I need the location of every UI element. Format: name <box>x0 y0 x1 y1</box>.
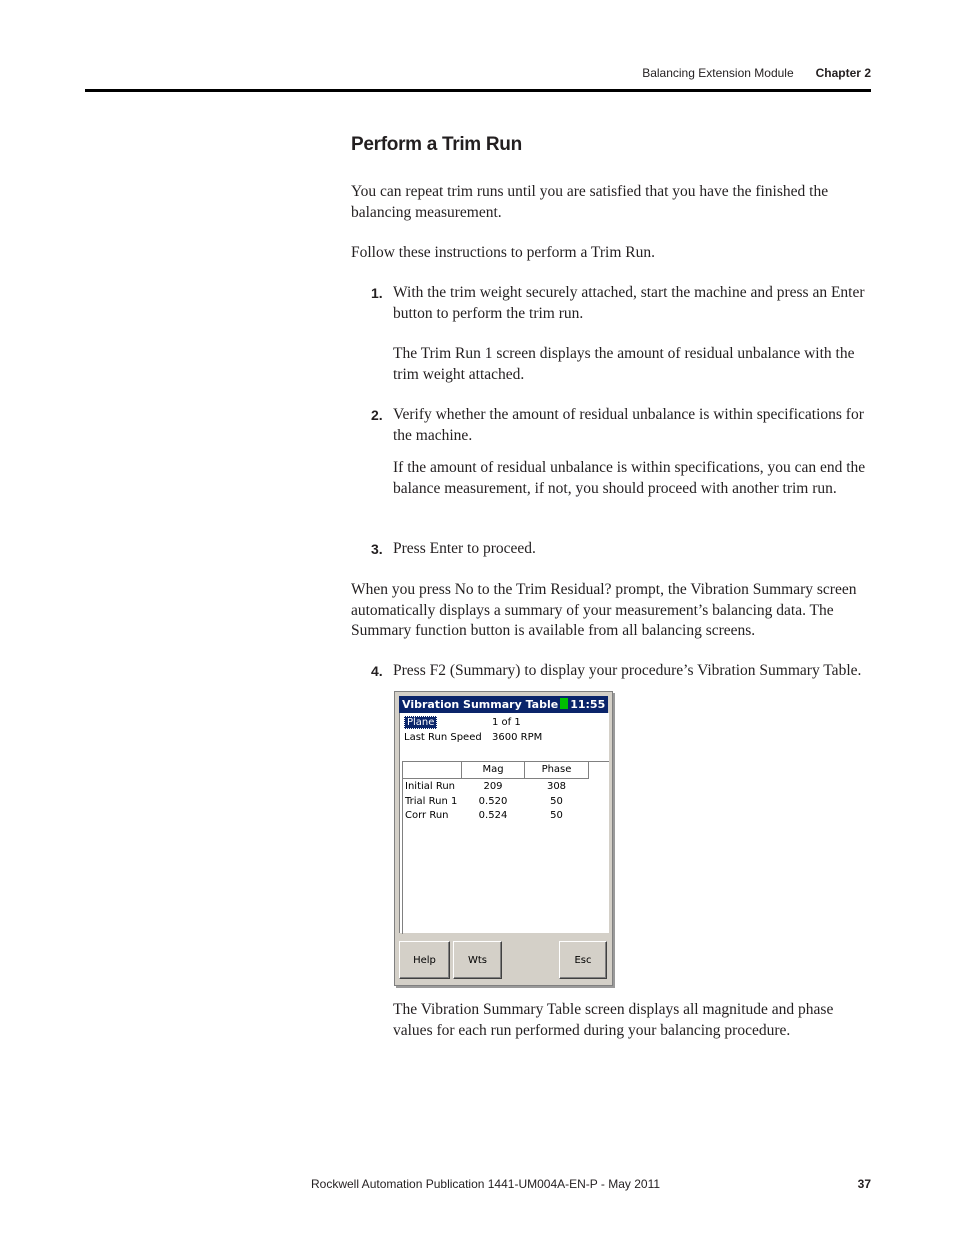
activity-indicator-icon <box>560 698 568 709</box>
step-text: With the trim weight securely attached, start the machine and press an Enter button to perform the trim run. <box>393 284 865 322</box>
step-2-note: If the amount of residual unbalance is within specifications, you can end the balance measurement, if not, you should proceed with another trim run. <box>393 459 866 497</box>
step-number: 3. <box>371 541 383 557</box>
summary-paragraph: When you press No to the Trim Residual? prompt, the Vibration Summary screen automatically displays a summary of your measurement’s balancing data. The Summary function button is available from all balancing screens. <box>351 581 857 639</box>
step-1-note: The Trim Run 1 screen displays the amount of residual unbalance with the trim weight attached. <box>393 345 855 383</box>
speed-value: 3600 RPM <box>492 732 543 743</box>
row-mag: 0.520 <box>478 796 508 807</box>
step-1 <box>351 283 871 324</box>
help-button[interactable]: Help <box>399 941 450 979</box>
section-heading: Perform a Trim Run <box>351 134 522 155</box>
row-phase: 308 <box>546 781 567 792</box>
device-title-bar <box>399 696 608 713</box>
header-rule <box>85 89 871 92</box>
footer-publication: Rockwell Automation Publication 1441-UM004A-EN-P - May 2011 <box>311 1177 661 1191</box>
step-number: 1. <box>371 285 383 301</box>
vibration-summary-screenshot <box>394 691 613 986</box>
row-name: Corr Run <box>405 810 449 821</box>
device-title: Vibration Summary Table <box>402 698 559 711</box>
table-header-mag: Mag <box>462 762 525 779</box>
step-number: 2. <box>371 407 383 423</box>
step-text: Verify whether the amount of residual unbalance is within specifications for the machine. <box>393 406 864 444</box>
weights-button[interactable]: Wts <box>453 941 502 979</box>
running-header <box>0 66 871 80</box>
row-name: Trial Run 1 <box>405 796 458 807</box>
follow-paragraph: Follow these instructions to perform a Trim Run. <box>351 244 655 261</box>
row-mag: 209 <box>483 781 503 792</box>
plane-selector[interactable]: Plane <box>404 716 437 729</box>
step-2 <box>351 405 871 446</box>
page-number: 37 <box>857 1177 871 1191</box>
step-4-note: The Vibration Summary Table screen displays all magnitude and phase values for each run performed during your balancing procedure. <box>393 1001 834 1039</box>
speed-label: Last Run Speed <box>404 732 482 743</box>
row-phase: 50 <box>550 810 563 821</box>
row-mag: 0.524 <box>478 810 508 821</box>
step-text: Press F2 (Summary) to display your procedure’s Vibration Summary Table. <box>393 662 862 679</box>
header-section: Balancing Extension Module <box>642 66 794 80</box>
row-name: Initial Run <box>405 781 456 792</box>
row-phase: 50 <box>550 796 563 807</box>
table-header-run <box>403 762 462 779</box>
step-text: Press Enter to proceed. <box>393 540 536 557</box>
summary-table <box>402 761 609 934</box>
device-time: 11:55 <box>570 698 606 711</box>
escape-button[interactable]: Esc <box>559 941 607 979</box>
step-number: 4. <box>371 663 383 679</box>
table-header-phase: Phase <box>525 762 589 779</box>
function-button-bar <box>399 933 608 983</box>
device-screen <box>399 713 609 933</box>
plane-value: 1 of 1 <box>492 717 521 728</box>
header-chapter: Chapter 2 <box>815 66 871 80</box>
step-3 <box>351 539 871 560</box>
intro-paragraph: You can repeat trim runs until you are satisfied that you have the finished the balancing measurement. <box>351 183 829 221</box>
step-4 <box>351 661 871 682</box>
